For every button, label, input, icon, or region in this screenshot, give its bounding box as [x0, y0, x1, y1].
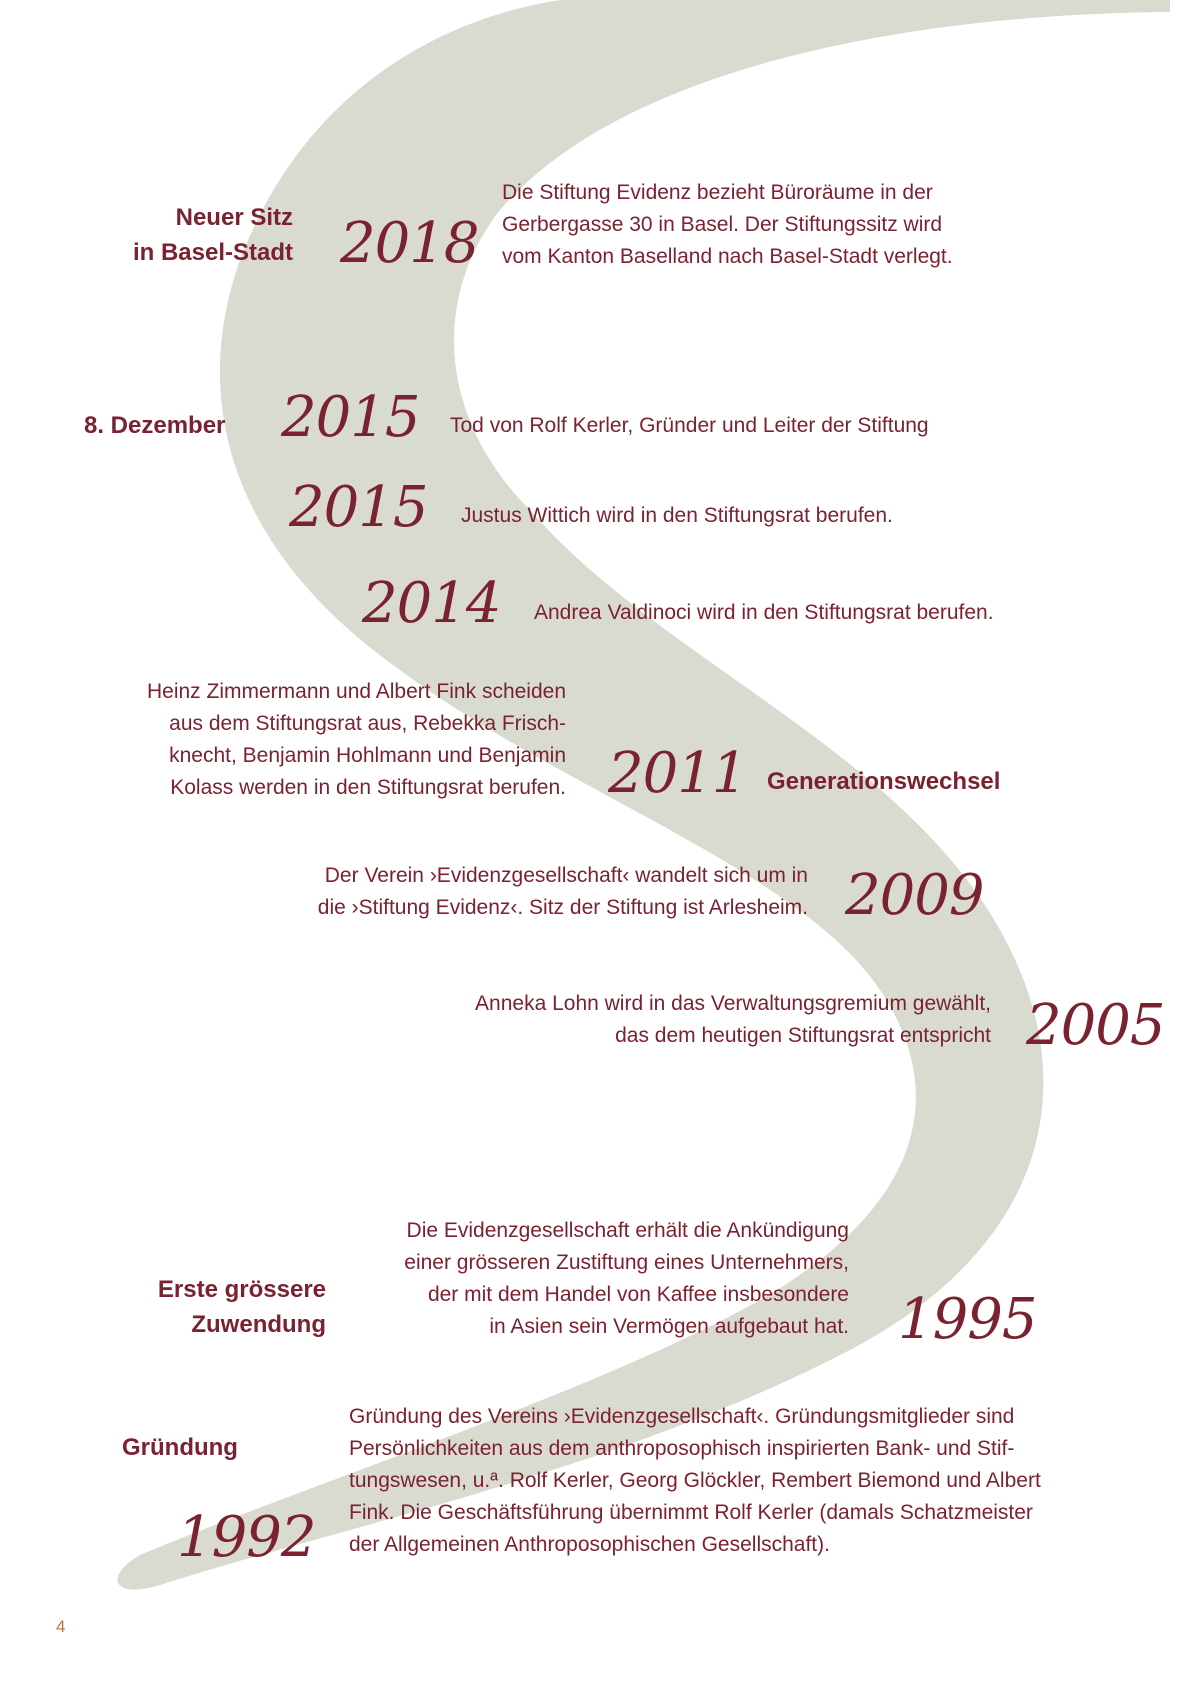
entry-1992-text-line: tungswesen, u.ª. Rolf Kerler, Georg Glöckler, Rembert Biemond und Albert [349, 1469, 1041, 1492]
entry-2018-title-line: Neuer Sitz [175, 204, 293, 231]
entry-1995-title-line: Erste grössere [157, 1276, 326, 1303]
entry-1995-text-line: in Asien sein Vermögen aufgebaut hat. [489, 1315, 849, 1338]
entry-2018-title-line: in Basel-Stadt [132, 239, 293, 266]
entry-1992-text-line: Persönlichkeiten aus dem anthroposophisch inspirierten Bank- und Stif- [349, 1437, 1015, 1460]
entry-2018-title [133, 200, 293, 270]
entry-1995-title [158, 1272, 326, 1342]
entry-1995-text-line: einer grösseren Zustiftung eines Unternehmers, [404, 1251, 849, 1274]
entry-2015-death-year: 2015 [281, 385, 420, 450]
entry-1995-text-line: der mit dem Handel von Kaffee insbesondere [427, 1283, 849, 1306]
entry-1992-text [349, 1401, 1041, 1561]
entry-2011-year: 2011 [608, 741, 747, 806]
entry-2018-year: 2018 [340, 211, 479, 276]
entry-2009-text-line: die ›Stiftung Evidenz‹. Sitz der Stiftung ist Arlesheim. [317, 896, 808, 919]
entry-1995-title-line: Zuwendung [191, 1311, 326, 1338]
entry-2011-text [147, 676, 566, 804]
entry-1992-title: Gründung [122, 1434, 238, 1461]
entry-2015-text: Justus Wittich wird in den Stiftungsrat berufen. [461, 504, 893, 527]
entry-1992-text-line: Fink. Die Geschäftsführung übernimmt Rolf Kerler (damals Schatzmeister [349, 1501, 1033, 1524]
entry-1992-text-line: Gründung des Vereins ›Evidenzgesellschaft‹. Gründungsmitglieder sind [349, 1405, 1015, 1428]
entry-2009-text-line: Der Verein ›Evidenzgesellschaft‹ wandelt sich um in [324, 864, 808, 887]
entry-2011-title: Generationswechsel [767, 768, 1001, 795]
entry-2018-text-line: vom Kanton Baselland nach Basel-Stadt verlegt. [502, 245, 953, 268]
entry-2009-text [318, 860, 808, 924]
entry-2005-text-line: das dem heutigen Stiftungsrat entspricht [615, 1024, 991, 1047]
entry-2018-text-line: Gerbergasse 30 in Basel. Der Stiftungssitz wird [502, 213, 943, 236]
entry-2018-text-line: Die Stiftung Evidenz bezieht Büroräume in der [502, 181, 933, 204]
entry-1992-year: 1992 [177, 1505, 316, 1570]
entry-2014-text: Andrea Valdinoci wird in den Stiftungsrat berufen. [534, 601, 994, 624]
entry-1995-text [404, 1215, 849, 1343]
entry-2015-death-text: Tod von Rolf Kerler, Gründer und Leiter der Stiftung [450, 414, 929, 437]
entry-2015-death-title: 8. Dezember [84, 412, 226, 439]
entry-2005-text-line: Anneka Lohn wird in das Verwaltungsgremium gewählt, [475, 992, 991, 1015]
entry-2011-text-line: knecht, Benjamin Hohlmann und Benjamin [169, 744, 566, 767]
entry-2005-text [475, 988, 991, 1052]
entry-2005-year: 2005 [1026, 993, 1165, 1058]
page-number: 4 [56, 1617, 66, 1636]
entry-2011-text-line: Heinz Zimmermann und Albert Fink scheiden [146, 680, 566, 703]
entry-2018-text [502, 177, 953, 273]
entry-2011-text-line: Kolass werden in den Stiftungsrat berufen. [170, 776, 566, 799]
entry-2009-year: 2009 [845, 863, 984, 928]
entry-2014-year: 2014 [362, 571, 501, 636]
entry-1992-text-line: der Allgemeinen Anthroposophischen Gesellschaft). [349, 1533, 830, 1556]
entry-2015-year: 2015 [289, 475, 428, 540]
entry-1995-year: 1995 [898, 1287, 1037, 1352]
entry-1995-text-line: Die Evidenzgesellschaft erhält die Ankündigung [406, 1219, 849, 1242]
entry-2011-text-line: aus dem Stiftungsrat aus, Rebekka Frisch- [169, 712, 566, 735]
